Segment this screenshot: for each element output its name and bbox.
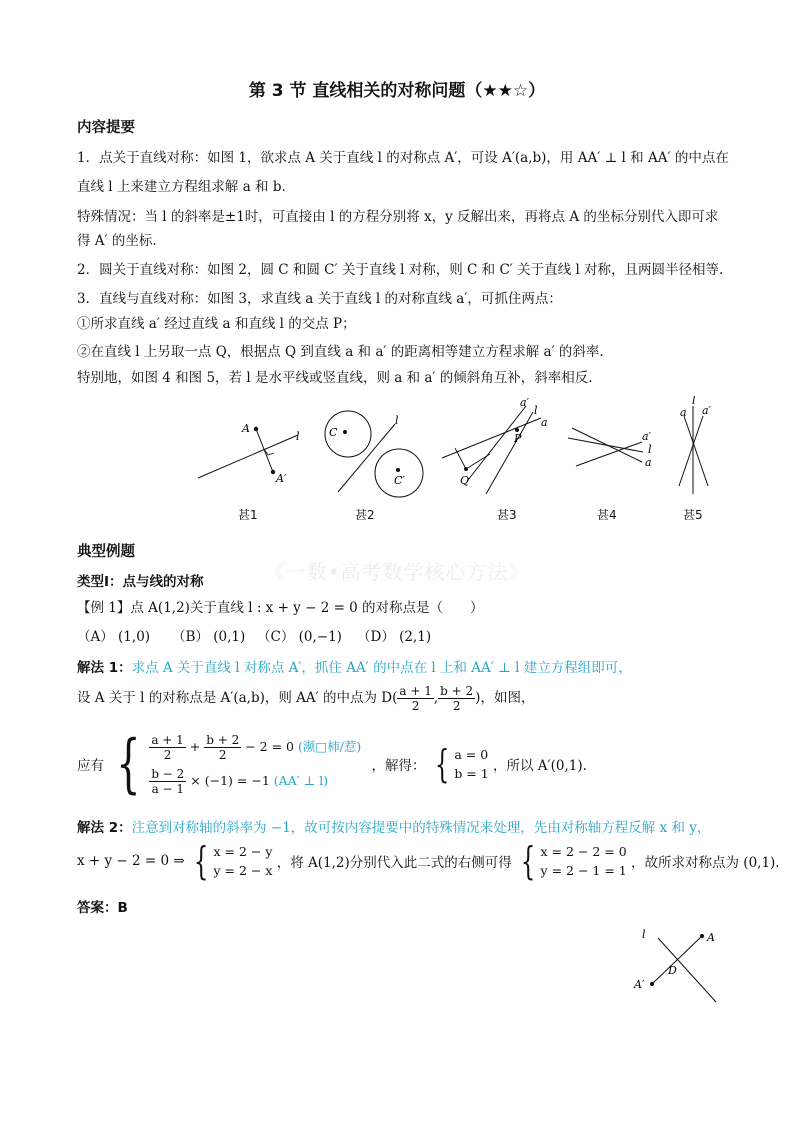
fig2-label-l: l xyxy=(395,414,399,427)
eq2-note: (AA′ ⊥ l) xyxy=(273,773,329,788)
summary-p3: 2．圆关于直线对称：如图 2，圆 C 和圆 C′ 关于直线 l 对称，则 C 和 C′ 关于直线 l 对称，且两圆半径相等. xyxy=(77,262,724,278)
fig1-label-A-prime: A′ xyxy=(276,472,287,485)
fig3-label-a-prime: a′ xyxy=(520,396,530,409)
solution1-line2: 设 A 关于 l 的对称点是 A′(a,b)，则 AA′ 的中点为 D( $\frac{a + 1}{2}$ , $\frac{b + 2}{2}$ )，如图， xyxy=(77,684,535,713)
fig3-caption: 甚3 xyxy=(497,508,517,522)
fig5-caption: 甚5 xyxy=(683,508,703,522)
eq1-frac2-num: b + 2 xyxy=(206,733,240,747)
page-title: 第 3 节 直线相关的对称问题（★★☆） xyxy=(248,81,546,101)
solution2-label: 解法 2： xyxy=(77,820,132,836)
frac-b-den: 2 xyxy=(452,699,461,713)
solution2-line1 xyxy=(77,816,710,836)
answer: 答案：B xyxy=(77,900,128,916)
sol2-y: y = 2 − x xyxy=(213,863,273,878)
option-b: （B） (0,1) xyxy=(172,629,246,645)
figures-row xyxy=(190,396,730,526)
system-brace: { xyxy=(116,727,141,801)
sol2-brace1: { xyxy=(193,839,209,883)
summary-heading: 内容提要 xyxy=(77,120,135,136)
sol2-x: x = 2 − y xyxy=(213,844,273,859)
equation-system xyxy=(77,727,587,801)
fig5-label-l: l xyxy=(692,396,696,407)
figure-4 xyxy=(568,428,652,469)
solution1-line1 xyxy=(77,656,632,676)
sol2-eq-pre: x + y − 2 = 0 ⇒ xyxy=(77,853,185,869)
solution1-line2-post: )，如图， xyxy=(475,690,535,706)
solution2-line2 xyxy=(77,839,780,883)
eq1-frac1-num: a + 1 xyxy=(151,733,184,747)
figure-2 xyxy=(325,411,423,497)
summary-p4: 3．直线与直线对称：如图 3，求直线 a 关于直线 l 的对称直线 a′，可抓住两点： xyxy=(77,291,562,307)
sol2-y2: y = 2 − 1 = 1 xyxy=(540,863,627,878)
summary-p5: ①所求直线 a′ 经过直线 a 和直线 l 的交点 P； xyxy=(77,316,356,332)
option-c: （C） (0,−1) xyxy=(257,629,342,645)
eq1-frac1-den: 2 xyxy=(163,748,172,762)
fig5-label-a-prime: a′ xyxy=(702,404,712,417)
eq2-tail: × (−1) = −1 xyxy=(190,773,270,788)
solution1-text: 求点 A 关于直线 l 对称点 A′，抓住 AA′ 的中点在 l 上和 AA′ ⊥ l 建立方程组即可， xyxy=(131,660,632,676)
example1-question: 【例 1】点 A(1,2)关于直线 l : x + y − 2 = 0 的对称点是（ ） xyxy=(77,600,484,616)
fig2-caption: 甚2 xyxy=(355,508,375,522)
figure-3 xyxy=(442,396,548,494)
summary-p1b: 直线 l 上来建立方程组求解 a 和 b. xyxy=(77,179,286,195)
jiede-label: ，解得： xyxy=(371,758,426,774)
fig4-label-l: l xyxy=(648,443,652,456)
sol2-post: ，故所求对称点为 (0,1). xyxy=(631,855,780,871)
solution2-text: 注意到对称轴的斜率为 −1，故可按内容提要中的特殊情况来处理，先由对称轴方程反解 x 和 y， xyxy=(131,820,711,836)
summary-p1a: 1．点关于直线对称：如图 1，欲求点 A 关于直线 l 的对称点 A′，可设 A′(a,b)，用 AA′ ⊥ l 和 AA′ 的中点在 xyxy=(77,150,729,166)
solution1-label: 解法 1： xyxy=(77,660,132,676)
sol2-system1 xyxy=(214,842,273,880)
summary-p2b: 得 A′ 的坐标. xyxy=(77,233,157,249)
fig4-label-a: a xyxy=(645,456,652,469)
fig4-label-a-prime: a′ xyxy=(642,430,652,443)
eq1-note: (濒□柿/惹) xyxy=(297,739,362,754)
frac-b xyxy=(438,684,475,713)
sol2-x2: x = 2 − 2 = 0 xyxy=(540,844,627,859)
fig6-label-D: D xyxy=(668,964,677,977)
fig3-label-a: a xyxy=(541,416,548,429)
summary-p2a: 特殊情况：当 l 的斜率是±1时，可直接由 l 的方程分别将 x，y 反解出来，再将点 A 的坐标分别代入即可求 xyxy=(77,209,719,225)
option-a: （A） (1,0) xyxy=(77,629,151,645)
fig6-label-A: A xyxy=(707,931,715,944)
solution-a: a = 0 xyxy=(454,747,489,762)
eq2-num: b − 2 xyxy=(151,767,185,781)
option-d: （D） (2,1) xyxy=(357,629,432,645)
sol2-system2 xyxy=(541,842,627,880)
fig2-label-C: C xyxy=(329,426,338,439)
fig4-caption: 甚4 xyxy=(597,508,617,522)
fig1-label-A: A xyxy=(242,422,250,435)
suoyi-text: ，所以 A′(0,1). xyxy=(493,758,587,774)
fig2-label-C-prime: C′ xyxy=(394,474,405,487)
figure-5 xyxy=(679,396,712,494)
fig3-label-l: l xyxy=(534,404,538,417)
watermark: 《一数•高考数学核心方法》 xyxy=(264,560,530,584)
solution1-line2-pre: 设 A 关于 l 的对称点是 A′(a,b)，则 AA′ 的中点为 D( xyxy=(77,690,398,706)
yingyou-label: 应有 xyxy=(77,758,104,774)
type1-heading: 类型Ⅰ：点与线的对称 xyxy=(77,574,204,590)
frac-a xyxy=(397,684,433,713)
example-figure xyxy=(628,922,728,1012)
fig1-label-l: l xyxy=(296,430,300,443)
solution-b: b = 1 xyxy=(454,766,489,781)
examples-heading: 典型例题 xyxy=(77,544,135,560)
eq2-den: a − 1 xyxy=(151,782,185,796)
fig6-label-l: l xyxy=(642,928,646,941)
solution-brace: { xyxy=(434,742,450,786)
solution-values xyxy=(454,745,488,783)
frac-a-num: a + 1 xyxy=(399,684,432,698)
system-equations: $\frac{a + 1}{2}$ + $\frac{b + 2}{2}$ − 2 = 0 (濒□柿/惹) $\frac{b - 2}{a - 1}$ × (−1) = −1 (AA′ ⊥ l) xyxy=(151,733,362,796)
sol2-brace2: { xyxy=(520,839,536,883)
frac-b-num: b + 2 xyxy=(440,684,474,698)
summary-p6: ②在直线 l 上另取一点 Q，根据点 Q 到直线 a 和 a′ 的距离相等建立方程求解 a′ 的斜率. xyxy=(77,344,604,360)
eq1-frac2-den: 2 xyxy=(218,748,227,762)
sol2-mid: ，将 A(1,2)分别代入此二式的右侧可得 xyxy=(276,855,512,871)
frac-a-den: 2 xyxy=(411,699,420,713)
eq1-tail: − 2 = 0 xyxy=(245,739,294,754)
fig5-label-a: a xyxy=(680,406,687,419)
summary-p7: 特别地，如图 4 和图 5，若 l 是水平线或竖直线，则 a 和 a′ 的倾斜角互补，斜率相反. xyxy=(77,370,593,386)
fig1-caption: 甚1 xyxy=(238,508,258,522)
fig3-label-Q: Q xyxy=(460,474,470,487)
fig6-label-A-prime: A′ xyxy=(634,978,645,991)
fig3-label-P: P xyxy=(514,432,522,445)
figure-1 xyxy=(198,422,300,485)
